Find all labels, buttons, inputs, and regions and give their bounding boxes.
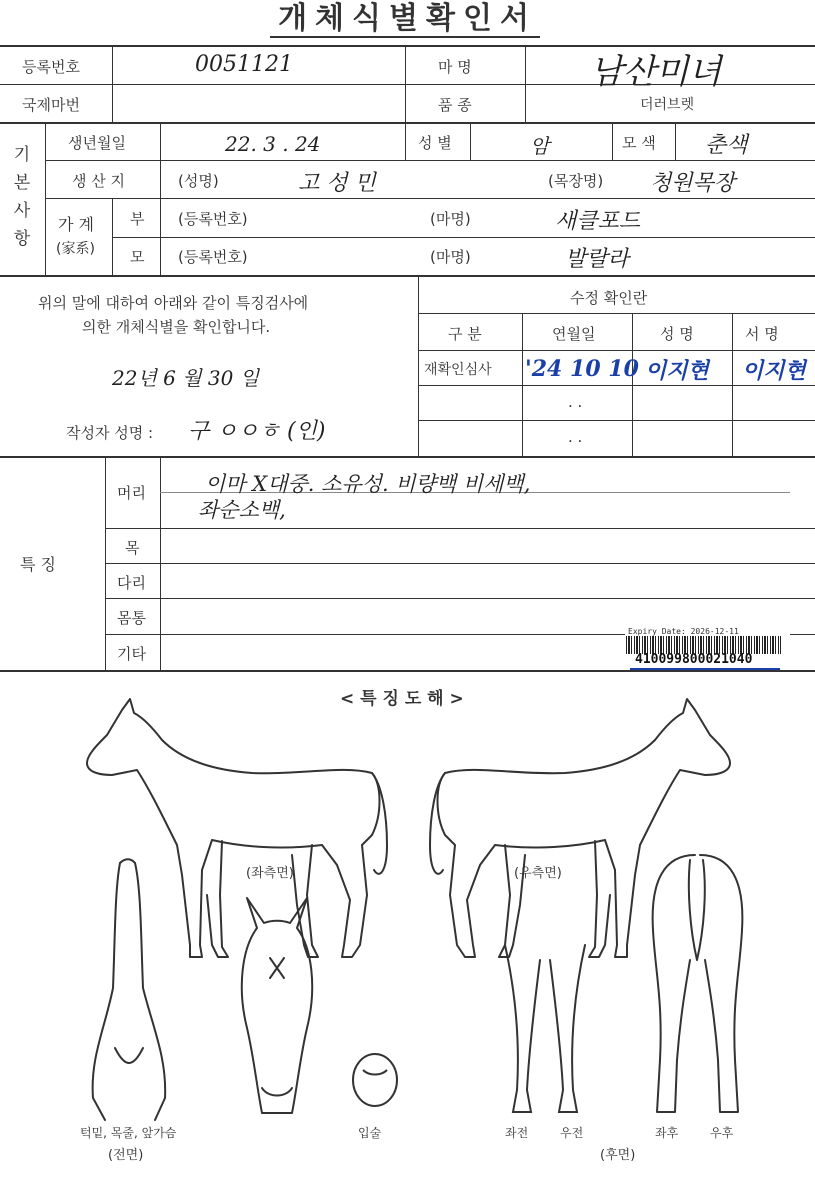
basic-section-char: 항	[13, 229, 31, 249]
row-divider	[0, 456, 815, 458]
front-caption: 턱밑, 목줄, 앞가슴	[80, 1126, 177, 1140]
row-divider	[790, 634, 815, 635]
ranch-label: (목장명)	[548, 172, 604, 190]
left-hind-label: 좌후	[655, 1126, 679, 1140]
sex-value: 암	[530, 134, 550, 158]
document-title: 개체식별확인서	[278, 1, 537, 36]
sire-name-label: (마명)	[430, 210, 471, 228]
front-neck-outline	[85, 858, 175, 1126]
col-divider	[405, 45, 406, 123]
writer-label: 작성자 성명 :	[66, 424, 154, 442]
col-divider	[112, 45, 113, 123]
ranch-value: 청원목장	[650, 171, 736, 196]
col-sign: 서 명	[745, 325, 779, 343]
other-label: 기타	[117, 645, 146, 663]
row1-sign: 이지현	[742, 358, 806, 384]
col-name: 성 명	[660, 325, 694, 343]
body-label: 몸통	[117, 609, 146, 627]
intl-label: 국제마번	[22, 96, 80, 114]
coat-label: 모 색	[622, 134, 656, 152]
dam-name-label: (마명)	[430, 248, 471, 266]
row1-name: 이지현	[645, 358, 709, 384]
left-fore-label: 좌전	[505, 1126, 529, 1140]
dam-label: 모	[130, 248, 145, 266]
sex-label: 성 별	[418, 134, 452, 152]
row-divider	[105, 563, 815, 564]
row-divider	[418, 350, 815, 351]
head-front-outline	[232, 888, 322, 1123]
dam-name-value: 발랄라	[565, 247, 629, 272]
confirm-date: 22년 6 월 30 일	[112, 366, 260, 390]
breed-value: 더러브렛	[640, 97, 695, 113]
origin-label: 생 산 지	[72, 172, 126, 190]
row-divider	[0, 275, 815, 277]
neck-label: 목	[125, 539, 140, 557]
col-divider	[632, 313, 633, 456]
table-bottom-border	[0, 670, 815, 672]
rear-view-label: (후면)	[600, 1148, 636, 1163]
rear-view-outline	[645, 850, 750, 1120]
col-divider	[525, 45, 526, 123]
horse-name-label: 마 명	[438, 58, 472, 76]
col-divider	[45, 123, 46, 275]
coat-value: 춘색	[705, 133, 748, 158]
col-divider	[612, 123, 613, 161]
reg-no-label: 등록번호	[22, 58, 80, 76]
expiry-text: Expiry Date: 2026-12-11	[628, 627, 739, 636]
col-divider	[418, 276, 419, 456]
dam-reg-label: (등록번호)	[178, 248, 248, 266]
col-divider	[675, 123, 676, 161]
col-divider	[405, 123, 406, 161]
col-divider	[522, 313, 523, 456]
forelegs-outline	[495, 940, 595, 1120]
basic-section-char: 기	[13, 145, 31, 165]
origin-name-label: (성명)	[178, 172, 219, 190]
right-side-label: (우측면)	[514, 866, 562, 881]
birth-label: 생년월일	[68, 134, 126, 152]
col-divider	[160, 123, 161, 275]
basic-section-char: 사	[13, 201, 31, 221]
edit-title: 수정 확인란	[570, 289, 648, 307]
statement-line1: 위의 말에 대하여 아래와 같이 특징검사에	[38, 294, 309, 312]
row-divider	[105, 634, 625, 635]
head-label: 머리	[117, 484, 146, 502]
lineage-label: 가 계	[58, 215, 94, 234]
row-divider	[45, 198, 815, 199]
row-divider	[418, 385, 815, 386]
front-view-label: (전면)	[108, 1148, 144, 1163]
reg-no-value: 0051121	[195, 52, 293, 77]
row-divider	[105, 528, 815, 529]
sire-reg-label: (등록번호)	[178, 210, 248, 228]
head-value-2: 좌순소백,	[198, 498, 286, 522]
muzzle-caption: 입술	[358, 1126, 382, 1140]
row3-date: . .	[568, 428, 583, 446]
col-divider	[470, 123, 471, 161]
title-underline	[270, 36, 540, 38]
writer-value: 구 ㅇㅇㅎ (인)	[188, 419, 326, 444]
sire-label: 부	[130, 210, 145, 228]
breed-label: 품 종	[438, 96, 472, 114]
features-section-label: 특 징	[20, 555, 56, 574]
basic-section-char: 본	[13, 173, 31, 193]
col-date: 연월일	[552, 325, 596, 343]
statement-line2: 의한 개체식별을 확인합니다.	[82, 318, 271, 336]
origin-name-value: 고 성 민	[298, 171, 376, 196]
row-divider	[105, 598, 815, 599]
row1-date: '24 10 10	[525, 356, 639, 382]
left-side-label: (좌측면)	[246, 866, 294, 881]
birth-value: 22. 3 . 24	[225, 132, 321, 156]
diagram-title: < 특 징 도 해 >	[340, 689, 464, 709]
lineage-hanja: (家系)	[56, 241, 95, 257]
col-divider	[732, 313, 733, 456]
row-divider	[418, 420, 815, 421]
right-hind-label: 우후	[710, 1126, 734, 1140]
row-divider	[418, 313, 815, 314]
sire-name-value: 새클포드	[555, 209, 641, 234]
blue-underline	[630, 668, 780, 670]
leg-label: 다리	[117, 574, 146, 592]
col-type: 구 분	[448, 325, 482, 343]
muzzle-outline	[345, 1048, 405, 1118]
head-value-1: 이마 X대중. 소유성. 비량백 비세백,	[205, 472, 531, 496]
row1-type: 재확인심사	[424, 362, 492, 378]
right-fore-label: 우전	[560, 1126, 584, 1140]
row-divider	[112, 237, 815, 238]
row-divider	[0, 122, 815, 124]
row2-date: . .	[568, 393, 583, 411]
row-divider	[45, 160, 815, 161]
horse-name-value: 남산미녀	[590, 52, 722, 92]
barcode-number: 410099800021040	[635, 652, 753, 667]
